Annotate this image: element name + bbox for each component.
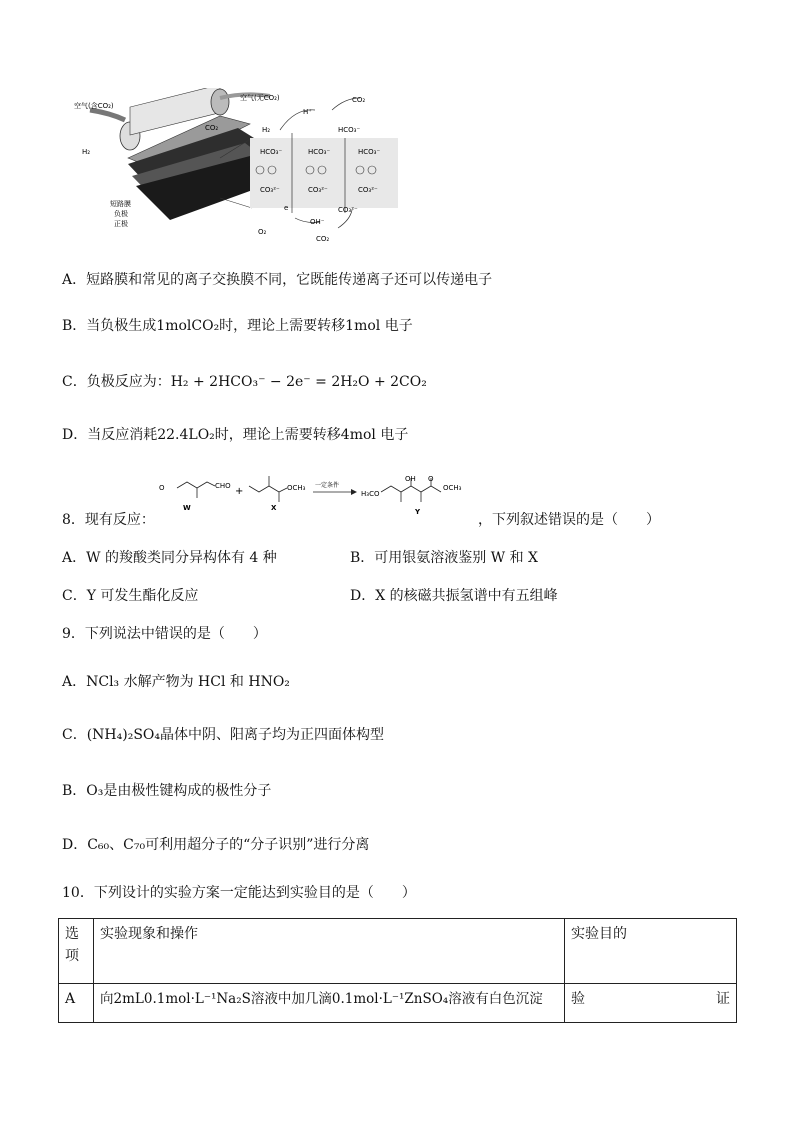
label-o2: O₂ bbox=[258, 228, 267, 236]
experiment-table bbox=[58, 918, 737, 1023]
table-header-row bbox=[59, 919, 737, 984]
header-option: 选项 bbox=[59, 919, 94, 984]
q10-stem: 10．下列设计的实验方案一定能达到实验目的是（ ） bbox=[62, 885, 416, 901]
header-operation: 实验现象和操作 bbox=[94, 919, 565, 984]
battery-figure bbox=[70, 88, 400, 248]
label-co3-2: CO₃²⁻ bbox=[308, 186, 328, 194]
q8-option-b: B．可用银氨溶液鉴别 W 和 X bbox=[350, 550, 538, 566]
label-positive: 正极 bbox=[114, 220, 128, 228]
svg-text:+: + bbox=[235, 486, 244, 497]
label-co3-1: CO₃²⁻ bbox=[260, 186, 280, 194]
molecule-x bbox=[249, 476, 287, 502]
row-option: A bbox=[59, 984, 94, 1023]
label-x: X bbox=[271, 504, 277, 512]
q9-option-d: D．C₆₀、C₇₀可利用超分子的“分子识别”进行分离 bbox=[62, 837, 370, 853]
q8-option-c: C．Y 可发生酯化反应 bbox=[62, 588, 199, 604]
label-air-in: 空气(含CO₂) bbox=[74, 102, 114, 110]
q9-option-b: B．O₃是由极性键构成的极性分子 bbox=[62, 783, 272, 799]
label-co2-bottom: CO₂ bbox=[316, 235, 330, 243]
label-co2-out: CO₂ bbox=[205, 124, 219, 132]
svg-text:O: O bbox=[428, 476, 434, 483]
header-purpose: 实验目的 bbox=[565, 919, 737, 984]
q8-stem-suffix: ，下列叙述错误的是（ ） bbox=[478, 512, 660, 528]
label-hco3-2: HCO₃⁻ bbox=[308, 148, 331, 156]
label-h2e: H₂ bbox=[262, 126, 271, 134]
label-hco3-1: HCO₃⁻ bbox=[260, 148, 283, 156]
q9-stem: 9．下列说法中错误的是（ ） bbox=[62, 626, 267, 642]
row-purpose-right: 证 bbox=[716, 991, 730, 1007]
label-h2: H₂ bbox=[82, 148, 91, 156]
label-air-out: 空气(无CO₂) bbox=[240, 94, 280, 102]
label-short-membrane: 短路膜 bbox=[110, 200, 131, 208]
row-purpose-left: 验 bbox=[571, 991, 585, 1007]
svg-text:OH: OH bbox=[405, 476, 416, 483]
label-oh: OH⁻ bbox=[310, 218, 325, 226]
q8-option-d: D．X 的核磁共振氢谱中有五组峰 bbox=[350, 588, 558, 604]
label-w: W bbox=[183, 504, 191, 512]
label-co2-top: CO₂ bbox=[352, 96, 366, 104]
label-co3-bottom: CO₃²⁻ bbox=[338, 206, 358, 214]
q7-option-d: D．当反应消耗22.4LO₂时，理论上需要转移4mol 电子 bbox=[62, 427, 409, 443]
row-purpose bbox=[565, 984, 737, 1023]
label-hco3-3: HCO₃⁻ bbox=[358, 148, 381, 156]
q9-option-a: A．NCl₃ 水解产物为 HCl 和 HNO₂ bbox=[62, 674, 290, 690]
svg-text:CHO: CHO bbox=[215, 482, 231, 490]
label-y: Y bbox=[415, 508, 421, 516]
q8-option-a: A．W 的羧酸类同分异构体有 4 种 bbox=[62, 550, 277, 566]
label-hco3-top: HCO₃⁻ bbox=[338, 126, 361, 134]
label-e: e bbox=[284, 204, 289, 212]
reaction-condition: 一定条件 bbox=[315, 482, 340, 489]
q9-option-c: C．(NH₄)₂SO₄晶体中阴、阳离子均为正四面体构型 bbox=[62, 727, 384, 743]
q7-option-b: B．当负极生成1molCO₂时，理论上需要转移1mol 电子 bbox=[62, 318, 413, 334]
svg-text:O: O bbox=[159, 484, 165, 492]
table-row bbox=[59, 984, 737, 1023]
q7-option-c: C．负极反应为：H₂ + 2HCO₃⁻ − 2e⁻ = 2H₂O + 2CO₂ bbox=[62, 374, 427, 390]
svg-text:H₃CO: H₃CO bbox=[361, 490, 380, 498]
svg-text:OCH₃: OCH₃ bbox=[443, 484, 462, 492]
svg-text:OCH₃: OCH₃ bbox=[287, 484, 306, 492]
label-hplus: H⁺ bbox=[303, 108, 312, 116]
label-negative: 负极 bbox=[114, 210, 128, 218]
reaction-scheme bbox=[155, 476, 475, 522]
molecule-w bbox=[177, 482, 215, 498]
row-operation: 向2mL0.1mol·L⁻¹Na₂S溶液中加几滴0.1mol·L⁻¹ZnSO₄溶液有白色沉淀 bbox=[94, 984, 565, 1023]
label-co3-3: CO₃²⁻ bbox=[358, 186, 378, 194]
q8-stem-prefix: 8．现有反应： bbox=[62, 512, 155, 528]
q7-option-a: A．短路膜和常见的离子交换膜不同，它既能传递离子还可以传递电子 bbox=[62, 272, 493, 288]
